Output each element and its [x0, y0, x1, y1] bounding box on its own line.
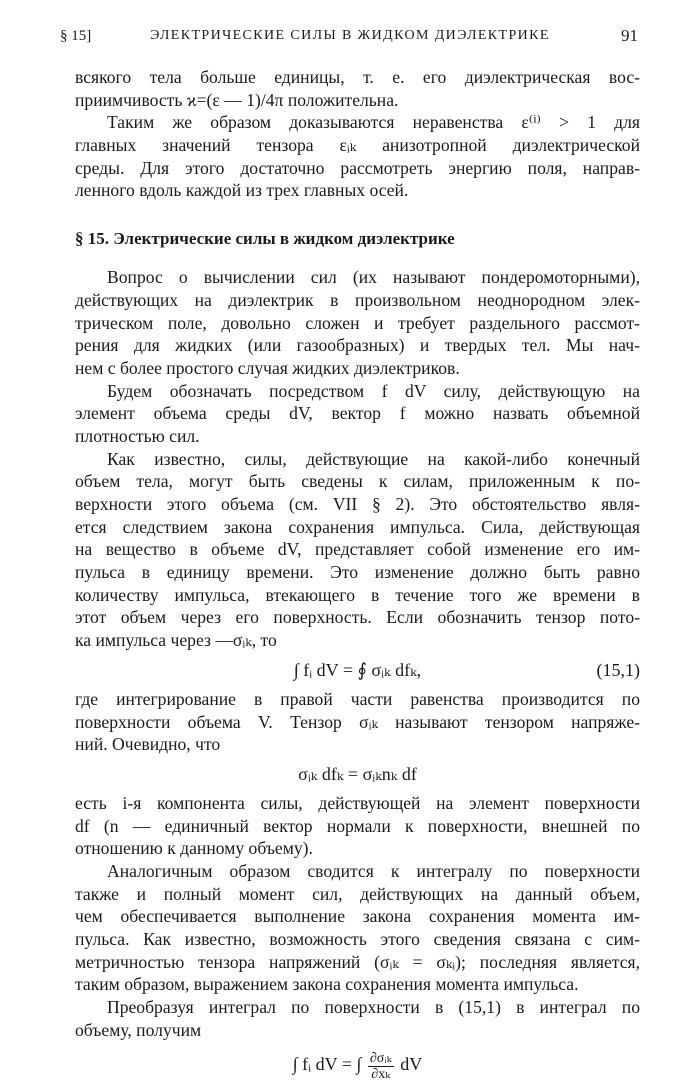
text-body [75, 66, 640, 1087]
text-line: Как известно, силы, действующие на какой-либо конечный [107, 448, 640, 469]
text-line: объему, получим [75, 1019, 202, 1040]
text-line: главных значений тензора εᵢₖ анизотропной диэлектрической [75, 135, 640, 156]
running-header [0, 26, 700, 48]
paragraph-1 [75, 66, 640, 111]
equation-number: (15,1) [596, 659, 640, 680]
text-line: ленного вдоль каждой из трех главных осей. [75, 180, 409, 201]
text-line: приимчивость ϰ=(ε — 1)/4π положительна. [75, 89, 399, 110]
text-line: пульса. Как известно, возможность этого сведения связана с сим- [75, 929, 640, 949]
text-line: действующих на диэлектрик в произвольном неоднородном элек- [75, 289, 640, 310]
paragraph-4 [75, 380, 640, 448]
text-line: элемент объема среды dV, вектор f можно назвать объемной [75, 403, 640, 424]
text-line: Будем обозначать посредством f dV силу, действующую на [107, 380, 640, 401]
text-line: ка импульса через —σᵢₖ, то [75, 630, 277, 651]
fraction-denominator: ∂xₖ [371, 1066, 391, 1082]
text-line: df (n — единичный вектор нормали к поверхности, внешней по [75, 815, 640, 836]
text-line: также и полный момент сил, действующих на данный объем, [75, 883, 640, 904]
paragraph-2 [75, 111, 640, 202]
running-title: ЭЛЕКТРИЧЕСКИЕ СИЛЫ В ЖИДКОМ ДИЭЛЕКТРИКЕ [150, 28, 550, 43]
text-line: пульса в единицу времени. Это изменение должно быть равно [75, 562, 640, 583]
text-line: где интегрирование в правой части равенства производится по [75, 688, 640, 709]
paragraph-6 [75, 688, 640, 756]
text-line: Преобразуя интеграл по поверхности в (15,1) в интеграл по [107, 997, 640, 1018]
text-line: есть i-я компонента силы, действующей на элемент поверхности [75, 792, 640, 813]
text-line: на вещество в объеме dV, представляет собой изменение его им- [75, 539, 640, 560]
text-line: объем тела, могут быть сведены к силам, приложенным к по- [75, 471, 640, 492]
paragraph-8 [75, 860, 640, 996]
equation-body: ∫ fᵢ dV = ∮ σᵢₖ dfₖ, [293, 659, 422, 680]
equation-15-1 [75, 652, 640, 688]
paragraph-3 [75, 266, 640, 379]
text-line: нем с более простого случая жидких диэлектриков. [75, 357, 460, 378]
text-line: этот объем через его поверхность. Если обозначить тензор пото- [75, 607, 640, 628]
derivative-fraction [368, 1051, 394, 1082]
text-line: ний. Очевидно, что [75, 734, 221, 755]
equation-lhs: ∫ fᵢ dV = ∫ [292, 1054, 362, 1075]
text-line: рения для жидких (или газообразных) и твердых тел. Мы нач- [75, 335, 640, 356]
section-marker: § 15] [60, 28, 92, 44]
text-line: поверхности объема V. Тензор σᵢₖ называют тензором напряже- [75, 711, 640, 732]
text-line: чем обеспечивается выполнение закона сохранения момента им- [75, 906, 640, 927]
text-line: плотностью сил. [75, 425, 200, 446]
equation-body: σᵢₖ dfₖ = σᵢₖnₖ df [298, 763, 417, 784]
fraction-numerator: ∂σᵢₖ [369, 1050, 392, 1066]
text-line: всякого тела больше единицы, т. е. его диэлектрическая вос- [75, 67, 640, 87]
text-line: количеству импульса, втекающего в течение того же времени в [75, 584, 640, 605]
equation-rhs: dV [400, 1054, 423, 1075]
page-number: 91 [621, 26, 638, 45]
text-line: верхности этого объема (см. VII § 2). Это обстоятельство явля- [75, 494, 640, 514]
text-line: Аналогичным образом сводится к интегралу по поверхности [107, 860, 640, 881]
text-line: среды. Для этого достаточно рассмотреть энергию поля, направ- [75, 157, 640, 178]
text-line: Вопрос о вычислении сил (их называют пондеромоторными), [107, 267, 640, 288]
section-heading: § 15. Электрические силы в жидком диэлектрике [75, 229, 455, 249]
text-line: таким образом, выражением закона сохранения момента импульса. [75, 974, 579, 995]
equation-volume-integral [75, 1041, 640, 1087]
equation-stress-force [75, 756, 640, 792]
paragraph-7 [75, 792, 640, 860]
text-line: отношению к данному объему). [75, 838, 313, 859]
text-line: ется следствием закона сохранения импульса. Сила, действующая [75, 516, 640, 537]
paragraph-5 [75, 448, 640, 652]
text-line: метричностью тензора напряжений (σᵢₖ = σₖᵢ); последняя является, [75, 951, 640, 972]
text-line: трическом поле, довольно сложен и требует раздельного рассмот- [75, 312, 640, 333]
text-line: Таким же образом доказываются неравенства ε⁽ⁱ⁾ > 1 для [107, 112, 640, 133]
paragraph-9 [75, 996, 640, 1041]
